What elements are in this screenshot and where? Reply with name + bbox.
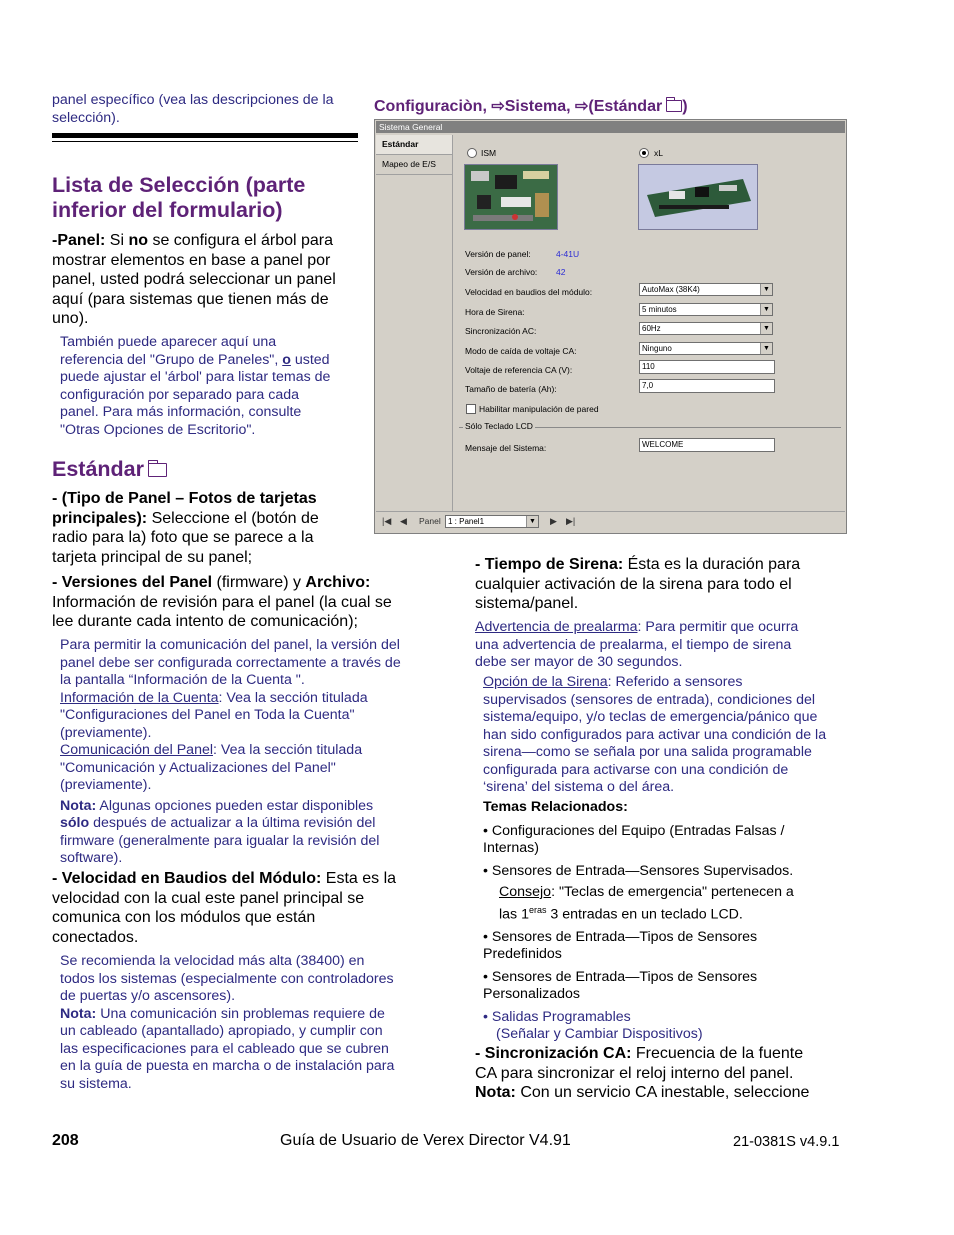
- bold-text: no: [128, 232, 149, 249]
- velocidad-note: [60, 953, 394, 1093]
- sinc-paragraph: [475, 1044, 855, 1103]
- sinc-ac-value: 60Hz: [642, 324, 661, 333]
- note-line: debe ser mayor de 30 segundos.: [475, 654, 683, 670]
- prev-record-icon[interactable]: ◀: [400, 516, 407, 526]
- note-line: Se recomienda la velocidad más alta (38400) en: [60, 953, 365, 969]
- text: se configura el árbol para: [148, 232, 334, 249]
- link-consejo[interactable]: Consejo: [499, 884, 552, 900]
- link-advertencia-prealarma[interactable]: Advertencia de prealarma: [475, 619, 638, 635]
- tema-item-link[interactable]: • Salidas Programables: [483, 1008, 631, 1025]
- hora-sirena-value: 5 minutos: [642, 305, 677, 314]
- breadcrumb-text: Configuraciòn, ⇨Sistema, ⇨(Estándar: [374, 98, 663, 115]
- note-line: de puertas y/o ascensores).: [60, 988, 236, 1004]
- xl-board-graphic: [639, 165, 757, 229]
- doc-code: 21-0381S v4.9.1: [733, 1134, 840, 1150]
- text: Algunas opciones pueden estar disponibles: [96, 797, 374, 814]
- bold-label: Nota:: [60, 797, 97, 814]
- lista-heading: [52, 173, 305, 223]
- tema-item-link[interactable]: (Señalar y Cambiar Dispositivos): [496, 1026, 703, 1043]
- tema-item: Internas): [483, 840, 539, 856]
- chevron-down-icon: ▼: [760, 343, 772, 354]
- versiones-paragraph: [52, 573, 432, 632]
- note-line: una advertencia de prealarma, el tiempo de sirena: [475, 636, 792, 653]
- mensaje-input[interactable]: WELCOME: [639, 438, 775, 452]
- comm-note: [60, 637, 401, 868]
- text-line: panel, usted podrá seleccionar un panel: [52, 271, 336, 289]
- sistema-general-window: [374, 119, 847, 534]
- panel-select[interactable]: [445, 515, 539, 528]
- page-number: 208: [52, 1132, 79, 1149]
- label-voltaje: Voltaje de referencia CA (V):: [465, 365, 573, 375]
- text-line: uno).: [52, 310, 89, 328]
- text-line: conectados.: [52, 928, 139, 946]
- note-line: firmware (generalmente para igualar la revisión del: [60, 832, 380, 849]
- note-line: puede ajustar el 'árbol' para listar temas de: [60, 369, 331, 385]
- top-note-line: selección).: [52, 109, 120, 126]
- note-line: todos los sistemas (especialmente con controladores: [60, 970, 394, 987]
- bold-label: -Panel:: [52, 232, 106, 249]
- text-line: CA para sincronizar el reloj interno del panel.: [475, 1064, 794, 1082]
- heading-line: Lista de Selección (parte: [52, 173, 306, 197]
- ism-board-graphic: [465, 165, 557, 229]
- text: Ésta es la duración para: [623, 556, 801, 573]
- text: Con un servicio CA inestable, seleccione: [515, 1084, 810, 1102]
- tema-item: • Sensores de Entrada—Tipos de Sensores: [483, 968, 758, 985]
- text: : Vea la sección titulada: [218, 689, 368, 706]
- baud-select[interactable]: [639, 283, 773, 296]
- note-line: panel debe ser configurada correctamente a través de: [60, 654, 401, 671]
- text: Frecuencia de la fuente: [631, 1045, 804, 1062]
- prealarma-note: [475, 619, 798, 672]
- radio-ism[interactable]: [467, 148, 477, 158]
- heading-text: Estándar: [52, 457, 145, 481]
- text: Esta es la: [321, 870, 397, 887]
- tema-item: Personalizados: [483, 986, 581, 1003]
- label-bateria: Tamaño de batería (Ah):: [465, 384, 557, 394]
- note-line: en la guía de puesta en marcha o de instalación para: [60, 1058, 395, 1074]
- note-line: la pantalla “Información de la Cuenta ".: [60, 672, 305, 688]
- note-line: las especificaciones para el cableado que se cubren: [60, 1040, 389, 1057]
- text-line: sistema/panel.: [475, 595, 579, 613]
- note-line: (previamente).: [60, 724, 152, 741]
- label-version-panel: Versión de panel:: [465, 249, 531, 259]
- note-line: panel. Para más información, consulte: [60, 404, 302, 420]
- text-line: aquí (para sistemas que tienen más de: [52, 290, 329, 308]
- folder-icon: [148, 463, 167, 477]
- value-version-archivo: 42: [556, 267, 566, 277]
- note-line: su sistema.: [60, 1075, 132, 1092]
- bold-label: - Versiones del Panel: [52, 574, 213, 591]
- note-line: un cableado (apantallado) apropiado, y cumplir con: [60, 1023, 383, 1039]
- text-line: Información de revisión para el panel (la cual se: [52, 593, 392, 611]
- sidebar-item-estandar[interactable]: Estándar: [376, 135, 452, 155]
- value-version-panel: 4-41U: [556, 249, 580, 259]
- link-comunicacion-panel[interactable]: Comunicación del Panel: [60, 742, 214, 758]
- panel-paragraph: [52, 231, 362, 329]
- tema-item: Predefinidos: [483, 946, 562, 963]
- voltaje-input[interactable]: 110: [639, 360, 775, 374]
- superscript: eras: [528, 904, 547, 915]
- modo-caida-select[interactable]: [639, 342, 773, 355]
- tipo-paragraph: [52, 489, 372, 567]
- note-line: "Otras Opciones de Escritorio".: [60, 421, 256, 438]
- top-note: [52, 92, 334, 127]
- modo-caida-value: Ninguno: [642, 344, 672, 353]
- next-record-icon[interactable]: ▶: [550, 516, 557, 526]
- note-line: software).: [60, 850, 123, 866]
- tema-item: • Sensores de Entrada—Sensores Supervisados.: [483, 862, 794, 879]
- text: (firmware) y: [212, 574, 306, 591]
- folder-icon: [666, 100, 682, 112]
- text-line: comunica con los módulos que están: [52, 909, 316, 927]
- tema-item: • Sensores de Entrada—Tipos de Sensores: [483, 928, 758, 945]
- text: : Vea la sección titulada: [213, 742, 363, 758]
- radio-xl-label: xL: [654, 148, 663, 158]
- text: las 1: [499, 906, 529, 923]
- note-line: sistema/equipo, y/o teclas de emergencia/pánico que: [483, 709, 818, 725]
- label-sinc-ac: Sincronización AC:: [465, 326, 537, 336]
- note-line: "Configuraciones del Panel en Toda la Cuenta": [60, 707, 355, 723]
- label-mensaje: Mensaje del Sistema:: [465, 443, 547, 453]
- bold-label: Nota:: [60, 1005, 97, 1022]
- chevron-down-icon: ▼: [760, 304, 772, 315]
- bateria-input[interactable]: 7,0: [639, 379, 775, 393]
- lcd-group-label: Sólo Teclado LCD: [465, 421, 533, 431]
- bold-label: - Velocidad en Baudios del Módulo:: [52, 870, 322, 887]
- note-line: han sido configurados para activar una condición de la: [483, 726, 827, 743]
- text: Una comunicación sin problemas requiere de: [96, 1005, 385, 1022]
- baud-value: AutoMax (38K4): [642, 285, 700, 294]
- text-line: lee durante cada intento de comunicación);: [52, 613, 358, 631]
- velocidad-paragraph: [52, 869, 432, 947]
- tiempo-paragraph: [475, 555, 855, 614]
- label-hora-sirena: Hora de Sirena:: [465, 307, 525, 317]
- panel-select-value: 1 : Panel1: [448, 517, 485, 526]
- estandar-heading: [52, 457, 167, 482]
- note-line: sirena—como se señala por una salida programable: [483, 744, 812, 760]
- note-line: configuración por separado para cada: [60, 386, 299, 403]
- heading-line: inferior del formulario): [52, 198, 283, 222]
- label-version-archivo: Versión de archivo:: [465, 267, 538, 277]
- sinc-ac-select[interactable]: [639, 322, 773, 335]
- opcion-sirena-note: [483, 674, 826, 797]
- top-note-line: panel específico (vea las descripciones de la: [52, 92, 334, 108]
- footer-title: Guía de Usuario de Verex Director V4.91: [280, 1132, 571, 1149]
- text: Si: [105, 232, 129, 249]
- first-record-icon[interactable]: |◀: [382, 516, 392, 526]
- note-line: ‘sirena’ del sistema o del área.: [483, 779, 675, 795]
- note-line: Para permitir la comunicación del panel, la versión del: [60, 637, 400, 653]
- bold-label: - Sincronización CA:: [475, 1045, 632, 1062]
- label-modo-caida: Modo de caída de voltaje CA:: [465, 346, 577, 356]
- temas-heading: Temas Relacionados:: [483, 799, 628, 815]
- text: 3 entradas en un teclado LCD.: [546, 906, 743, 923]
- note-line: "Comunicación y Actualizaciones del Panel": [60, 759, 336, 776]
- divider-thick: [52, 133, 358, 138]
- text-line: radio para la) foto que se parece a la: [52, 529, 314, 547]
- note-line: configurada para activarse con una condición de: [483, 761, 789, 778]
- nav-panel-label: Panel: [419, 516, 441, 526]
- divider-thin: [52, 141, 358, 142]
- config-breadcrumb: Configuraciòn, ⇨Sistema, ⇨(Estándar ): [374, 98, 688, 115]
- sidebar-item-mapeo[interactable]: Mapeo de E/S: [376, 155, 452, 175]
- chevron-down-icon: ▼: [760, 323, 772, 334]
- text: referencia del "Grupo de Paneles",: [60, 351, 283, 368]
- last-record-icon[interactable]: ▶|: [566, 516, 576, 526]
- window-sidebar: [376, 135, 453, 511]
- bold-label: principales):: [52, 509, 148, 527]
- xl-board-image: [638, 164, 758, 230]
- label-baud: Velocidad en baudios del módulo:: [465, 287, 593, 297]
- text: Seleccione el (botón de: [147, 509, 319, 527]
- bold-text: sólo: [60, 815, 90, 831]
- text: : Referido a sensores: [607, 674, 743, 690]
- tema-item: • Configuraciones del Equipo (Entradas Falsas /: [483, 822, 785, 839]
- habilitar-checkbox[interactable]: [466, 404, 476, 414]
- note-line: (previamente).: [60, 777, 152, 793]
- bold-text: o: [282, 351, 291, 368]
- bold-label: Nota:: [475, 1084, 516, 1102]
- link-opcion-sirena[interactable]: Opción de la Sirena: [483, 674, 608, 690]
- note-line: También puede aparecer aquí una: [60, 334, 277, 350]
- radio-ism-label: ISM: [481, 148, 497, 158]
- text: : Para permitir que ocurra: [637, 619, 799, 635]
- text: después de actualizar a la última revisión del: [89, 815, 376, 831]
- habilitar-label: Habilitar manipulación de pared: [479, 404, 599, 414]
- chevron-down-icon: ▼: [526, 516, 538, 527]
- bold-label: - Tiempo de Sirena:: [475, 556, 624, 573]
- window-title: Sistema General: [376, 121, 845, 133]
- radio-xl[interactable]: [639, 148, 649, 158]
- text-line: velocidad con la cual este panel principal se: [52, 889, 365, 907]
- text: : "Teclas de emergencia" pertenecen a: [551, 884, 794, 900]
- ism-board-image: [464, 164, 558, 230]
- temas-relacionados: [483, 799, 794, 1044]
- hora-sirena-select[interactable]: [639, 303, 773, 316]
- bold-label: - (Tipo de Panel – Fotos de tarjetas: [52, 490, 317, 507]
- text-line: tarjeta principal de su panel;: [52, 548, 253, 566]
- text-line: mostrar elementos en base a panel por: [52, 251, 331, 269]
- note-line: supervisados (sensores de entrada), condiciones del: [483, 691, 816, 708]
- record-navigator: [376, 511, 845, 532]
- chevron-down-icon: ▼: [760, 284, 772, 295]
- text: usted: [290, 351, 330, 368]
- link-info-cuenta[interactable]: Información de la Cuenta: [60, 689, 219, 706]
- lista-note: [60, 334, 330, 439]
- text-line: cualquier activación de la sirena para todo el: [475, 575, 792, 593]
- bold-label: Archivo:: [305, 574, 371, 591]
